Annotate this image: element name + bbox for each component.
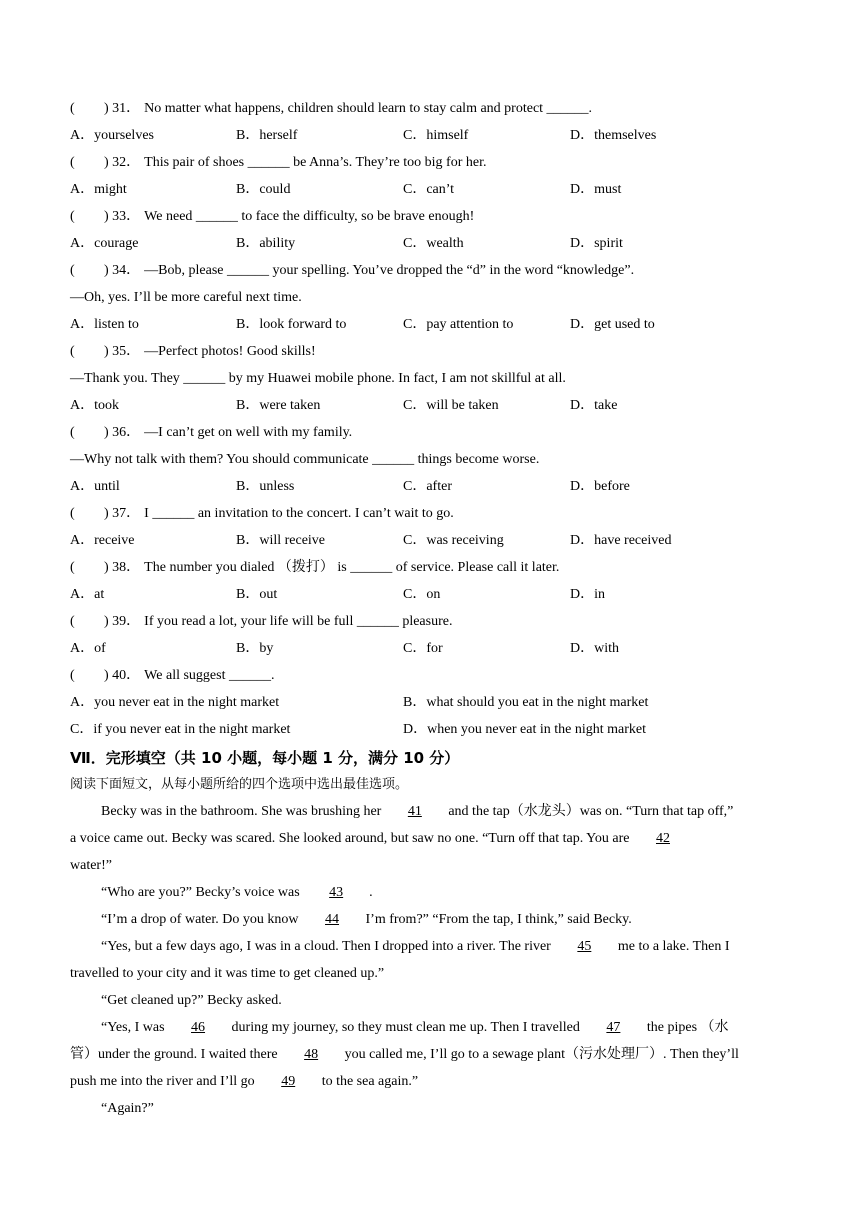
passage-line xyxy=(101,938,730,956)
option-a: A．might xyxy=(70,182,127,197)
passage-line xyxy=(70,1073,418,1091)
question-reply: —Why not talk with them? You should communicate ______ things become worse. xyxy=(70,452,540,467)
option-b: B．by xyxy=(236,641,274,656)
answer-paren: ( xyxy=(70,155,75,170)
option-b: B．herself xyxy=(236,128,298,143)
passage-line xyxy=(101,911,632,929)
answer-paren: ( xyxy=(70,344,75,359)
question-stem xyxy=(70,100,592,118)
question-text: I ______ an invitation to the concert. I can’t wait to go. xyxy=(144,506,454,521)
option-a: A．until xyxy=(70,479,120,494)
question-number: ) 40． xyxy=(104,668,141,683)
question-stem xyxy=(70,208,474,226)
passage-text: to the sea again.” xyxy=(321,1074,419,1089)
option-d: D．in xyxy=(570,587,605,602)
question-number: ) 34． xyxy=(104,263,141,278)
question-text: The number you dialed （拨打） is ______ of service. Please call it later. xyxy=(144,560,560,575)
option-b: B．ability xyxy=(236,236,296,251)
option-d: D．spirit xyxy=(570,236,623,251)
option-d: D．take xyxy=(570,398,618,413)
passage-text: “Who are you?” Becky’s voice was xyxy=(101,885,300,900)
option-c: C．on xyxy=(403,587,441,602)
passage-text: “I’m a drop of water. Do you know xyxy=(101,912,299,927)
blank-43: 43 xyxy=(329,885,344,900)
question-number: ) 35． xyxy=(104,344,141,359)
option-d: D．get used to xyxy=(570,317,655,332)
passage-text: a voice came out. Becky was scared. She looked around, but saw no one. “Turn off that tap. You are xyxy=(70,831,630,846)
passage-text: I’m from?” “From the tap, I think,” said Becky. xyxy=(365,912,632,927)
passage-text: . xyxy=(369,885,373,900)
passage-text: “Yes, but a few days ago, I was in a cloud. Then I dropped into a river. The river xyxy=(101,939,551,954)
option-a: A．listen to xyxy=(70,317,139,332)
blank-47: 47 xyxy=(606,1020,621,1035)
option-c: C．pay attention to xyxy=(403,317,514,332)
passage-line: water!” xyxy=(70,858,112,873)
passage-line xyxy=(101,884,373,902)
question-number: ) 36． xyxy=(104,425,141,440)
question-stem xyxy=(70,154,486,172)
answer-paren: ( xyxy=(70,263,75,278)
passage-line xyxy=(70,830,693,848)
question-text: —I can’t get on well with my family. xyxy=(144,425,353,440)
section-instruction: 阅读下面短文，从每小题所给的四个选项中选出最佳选项。 xyxy=(70,777,409,792)
option-b: B．could xyxy=(236,182,291,197)
option-c: C．for xyxy=(403,641,443,656)
option-a: A．courage xyxy=(70,236,139,251)
option-b: B．unless xyxy=(236,479,295,494)
answer-paren: ( xyxy=(70,209,75,224)
question-stem xyxy=(70,505,454,523)
question-number: ) 38． xyxy=(104,560,141,575)
question-reply: —Thank you. They ______ by my Huawei mobile phone. In fact, I am not skillful at all. xyxy=(70,371,566,386)
option-c: C．himself xyxy=(403,128,469,143)
passage-text: and the tap（水龙头）was on. “Turn that tap off,” xyxy=(448,804,734,819)
blank-45: 45 xyxy=(577,939,592,954)
option-c: C．can’t xyxy=(403,182,455,197)
question-stem xyxy=(70,262,634,280)
option-b: B．out xyxy=(236,587,278,602)
question-number: ) 32． xyxy=(104,155,141,170)
question-text: If you read a lot, your life will be full ______ pleasure. xyxy=(144,614,453,629)
passage-text: during my journey, so they must clean me up. Then I travelled xyxy=(231,1020,580,1035)
option-a: A．you never eat in the night market xyxy=(70,695,280,710)
passage-text: Becky was in the bathroom. She was brushing her xyxy=(101,804,382,819)
question-stem xyxy=(70,424,352,442)
question-text: We need ______ to face the difficulty, so be brave enough! xyxy=(144,209,475,224)
blank-46: 46 xyxy=(191,1020,206,1035)
passage-line xyxy=(70,1046,739,1064)
question-stem xyxy=(70,667,274,685)
question-stem xyxy=(70,343,316,361)
answer-paren: ( xyxy=(70,506,75,521)
option-a: A．at xyxy=(70,587,105,602)
passage-line: “Get cleaned up?” Becky asked. xyxy=(101,993,282,1008)
passage-text: “Yes, I was xyxy=(101,1020,165,1035)
question-number: ) 33． xyxy=(104,209,141,224)
question-stem xyxy=(70,613,452,631)
option-d: D．must xyxy=(570,182,622,197)
option-c: C．was receiving xyxy=(403,533,504,548)
option-d: D．when you never eat in the night market xyxy=(403,722,646,737)
answer-paren: ( xyxy=(70,614,75,629)
option-b: B．were taken xyxy=(236,398,321,413)
passage-line: travelled to your city and it was time to get cleaned up.” xyxy=(70,966,385,981)
passage-text: you called me, I’ll go to a sewage plant（污水处理厂）. Then they’ll xyxy=(344,1047,739,1062)
blank-41: 41 xyxy=(407,804,422,819)
question-number: ) 39． xyxy=(104,614,141,629)
option-a: A．receive xyxy=(70,533,135,548)
question-stem xyxy=(70,559,559,577)
option-c: C．will be taken xyxy=(403,398,499,413)
option-c: C．wealth xyxy=(403,236,464,251)
blank-48: 48 xyxy=(304,1047,319,1062)
blank-44: 44 xyxy=(325,912,340,927)
option-a: A．yourselves xyxy=(70,128,154,143)
option-c: C．if you never eat in the night market xyxy=(70,722,291,737)
blank-49: 49 xyxy=(281,1074,296,1089)
answer-paren: ( xyxy=(70,101,75,116)
option-d: D．before xyxy=(570,479,630,494)
question-text: No matter what happens, children should learn to stay calm and protect ______. xyxy=(144,101,593,116)
passage-text: 管）under the ground. I waited there xyxy=(70,1047,278,1062)
passage-text: me to a lake. Then I xyxy=(617,939,730,954)
option-c: C．after xyxy=(403,479,452,494)
answer-paren: ( xyxy=(70,425,75,440)
question-text: —Bob, please ______ your spelling. You’ve dropped the “d” in the word “knowledge”. xyxy=(144,263,635,278)
option-b: B．look forward to xyxy=(236,317,347,332)
question-text: This pair of shoes ______ be Anna’s. They’re too big for her. xyxy=(144,155,487,170)
answer-paren: ( xyxy=(70,560,75,575)
blank-42: 42 xyxy=(655,831,670,846)
option-b: B．will receive xyxy=(236,533,326,548)
answer-paren: ( xyxy=(70,668,75,683)
question-text: —Perfect photos! Good skills! xyxy=(144,344,316,359)
option-b: B．what should you eat in the night market xyxy=(403,695,649,710)
passage-line: “Again?” xyxy=(101,1101,154,1116)
passage-text: the pipes （水 xyxy=(646,1020,729,1035)
option-d: D．with xyxy=(570,641,619,656)
question-number: ) 31． xyxy=(104,101,141,116)
option-d: D．have received xyxy=(570,533,672,548)
passage-line xyxy=(101,803,733,821)
question-reply: —Oh, yes. I’ll be more careful next time. xyxy=(70,290,302,305)
option-d: D．themselves xyxy=(570,128,657,143)
section-heading: Ⅶ．完形填空（共 10 小题，每小题 1 分，满分 10 分） xyxy=(70,749,460,767)
question-number: ) 37． xyxy=(104,506,141,521)
passage-line xyxy=(101,1019,729,1037)
option-a: A．of xyxy=(70,641,106,656)
option-a: A．took xyxy=(70,398,119,413)
question-text: We all suggest ______. xyxy=(144,668,275,683)
passage-text: push me into the river and I’ll go xyxy=(70,1074,255,1089)
